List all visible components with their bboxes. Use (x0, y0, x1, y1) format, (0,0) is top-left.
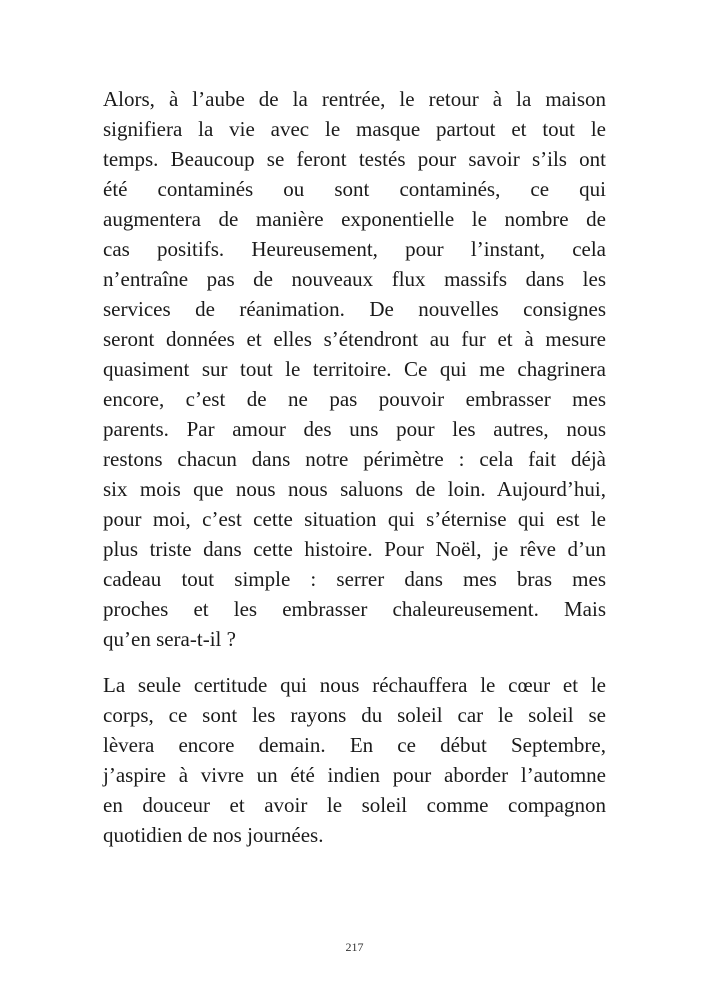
text-line: six mois que nous nous saluons de loin. Aujourd’hui, (103, 477, 606, 501)
text-line: services de réanimation. De nouvelles consignes (103, 297, 606, 321)
text-line: qu’en sera-t-il ? (103, 627, 236, 651)
text-line: proches et les embrasser chaleureusement. Mais (103, 597, 606, 621)
text-line: cas positifs. Heureusement, pour l’instant, cela (103, 237, 606, 261)
paragraph-1 (103, 84, 606, 654)
text-line: temps. Beaucoup se feront testés pour savoir s’ils ont (103, 147, 606, 171)
text-line: lèvera encore demain. En ce début Septembre, (103, 733, 606, 757)
text-line: pour moi, c’est cette situation qui s’éternise qui est le (103, 507, 606, 531)
text-line: augmentera de manière exponentielle le nombre de (103, 207, 606, 231)
text-line: La seule certitude qui nous réchauffera le cœur et le (103, 673, 606, 697)
text-line: signifiera la vie avec le masque partout et tout le (103, 117, 606, 141)
paragraph-2 (103, 670, 606, 850)
text-line: en douceur et avoir le soleil comme compagnon (103, 793, 606, 817)
text-line: parents. Par amour des uns pour les autres, nous (103, 417, 606, 441)
text-line: Alors, à l’aube de la rentrée, le retour à la maison (103, 87, 606, 111)
paragraph-spacer (103, 654, 606, 670)
body-text (103, 84, 606, 850)
text-line: été contaminés ou sont contaminés, ce qui (103, 177, 606, 201)
text-line: n’entraîne pas de nouveaux flux massifs dans les (103, 267, 606, 291)
text-line: encore, c’est de ne pas pouvoir embrasser mes (103, 387, 606, 411)
text-line: quotidien de nos journées. (103, 823, 324, 847)
text-line: quasiment sur tout le territoire. Ce qui me chagrinera (103, 357, 606, 381)
text-line: restons chacun dans notre périmètre : cela fait déjà (103, 447, 606, 471)
text-line: cadeau tout simple : serrer dans mes bras mes (103, 567, 606, 591)
text-line: j’aspire à vivre un été indien pour aborder l’automne (103, 763, 606, 787)
text-line: seront données et elles s’étendront au fur et à mesure (103, 327, 606, 351)
page-number: 217 (345, 940, 364, 954)
text-line: corps, ce sont les rayons du soleil car le soleil se (103, 703, 606, 727)
text-line: plus triste dans cette histoire. Pour Noël, je rêve d’un (103, 537, 606, 561)
